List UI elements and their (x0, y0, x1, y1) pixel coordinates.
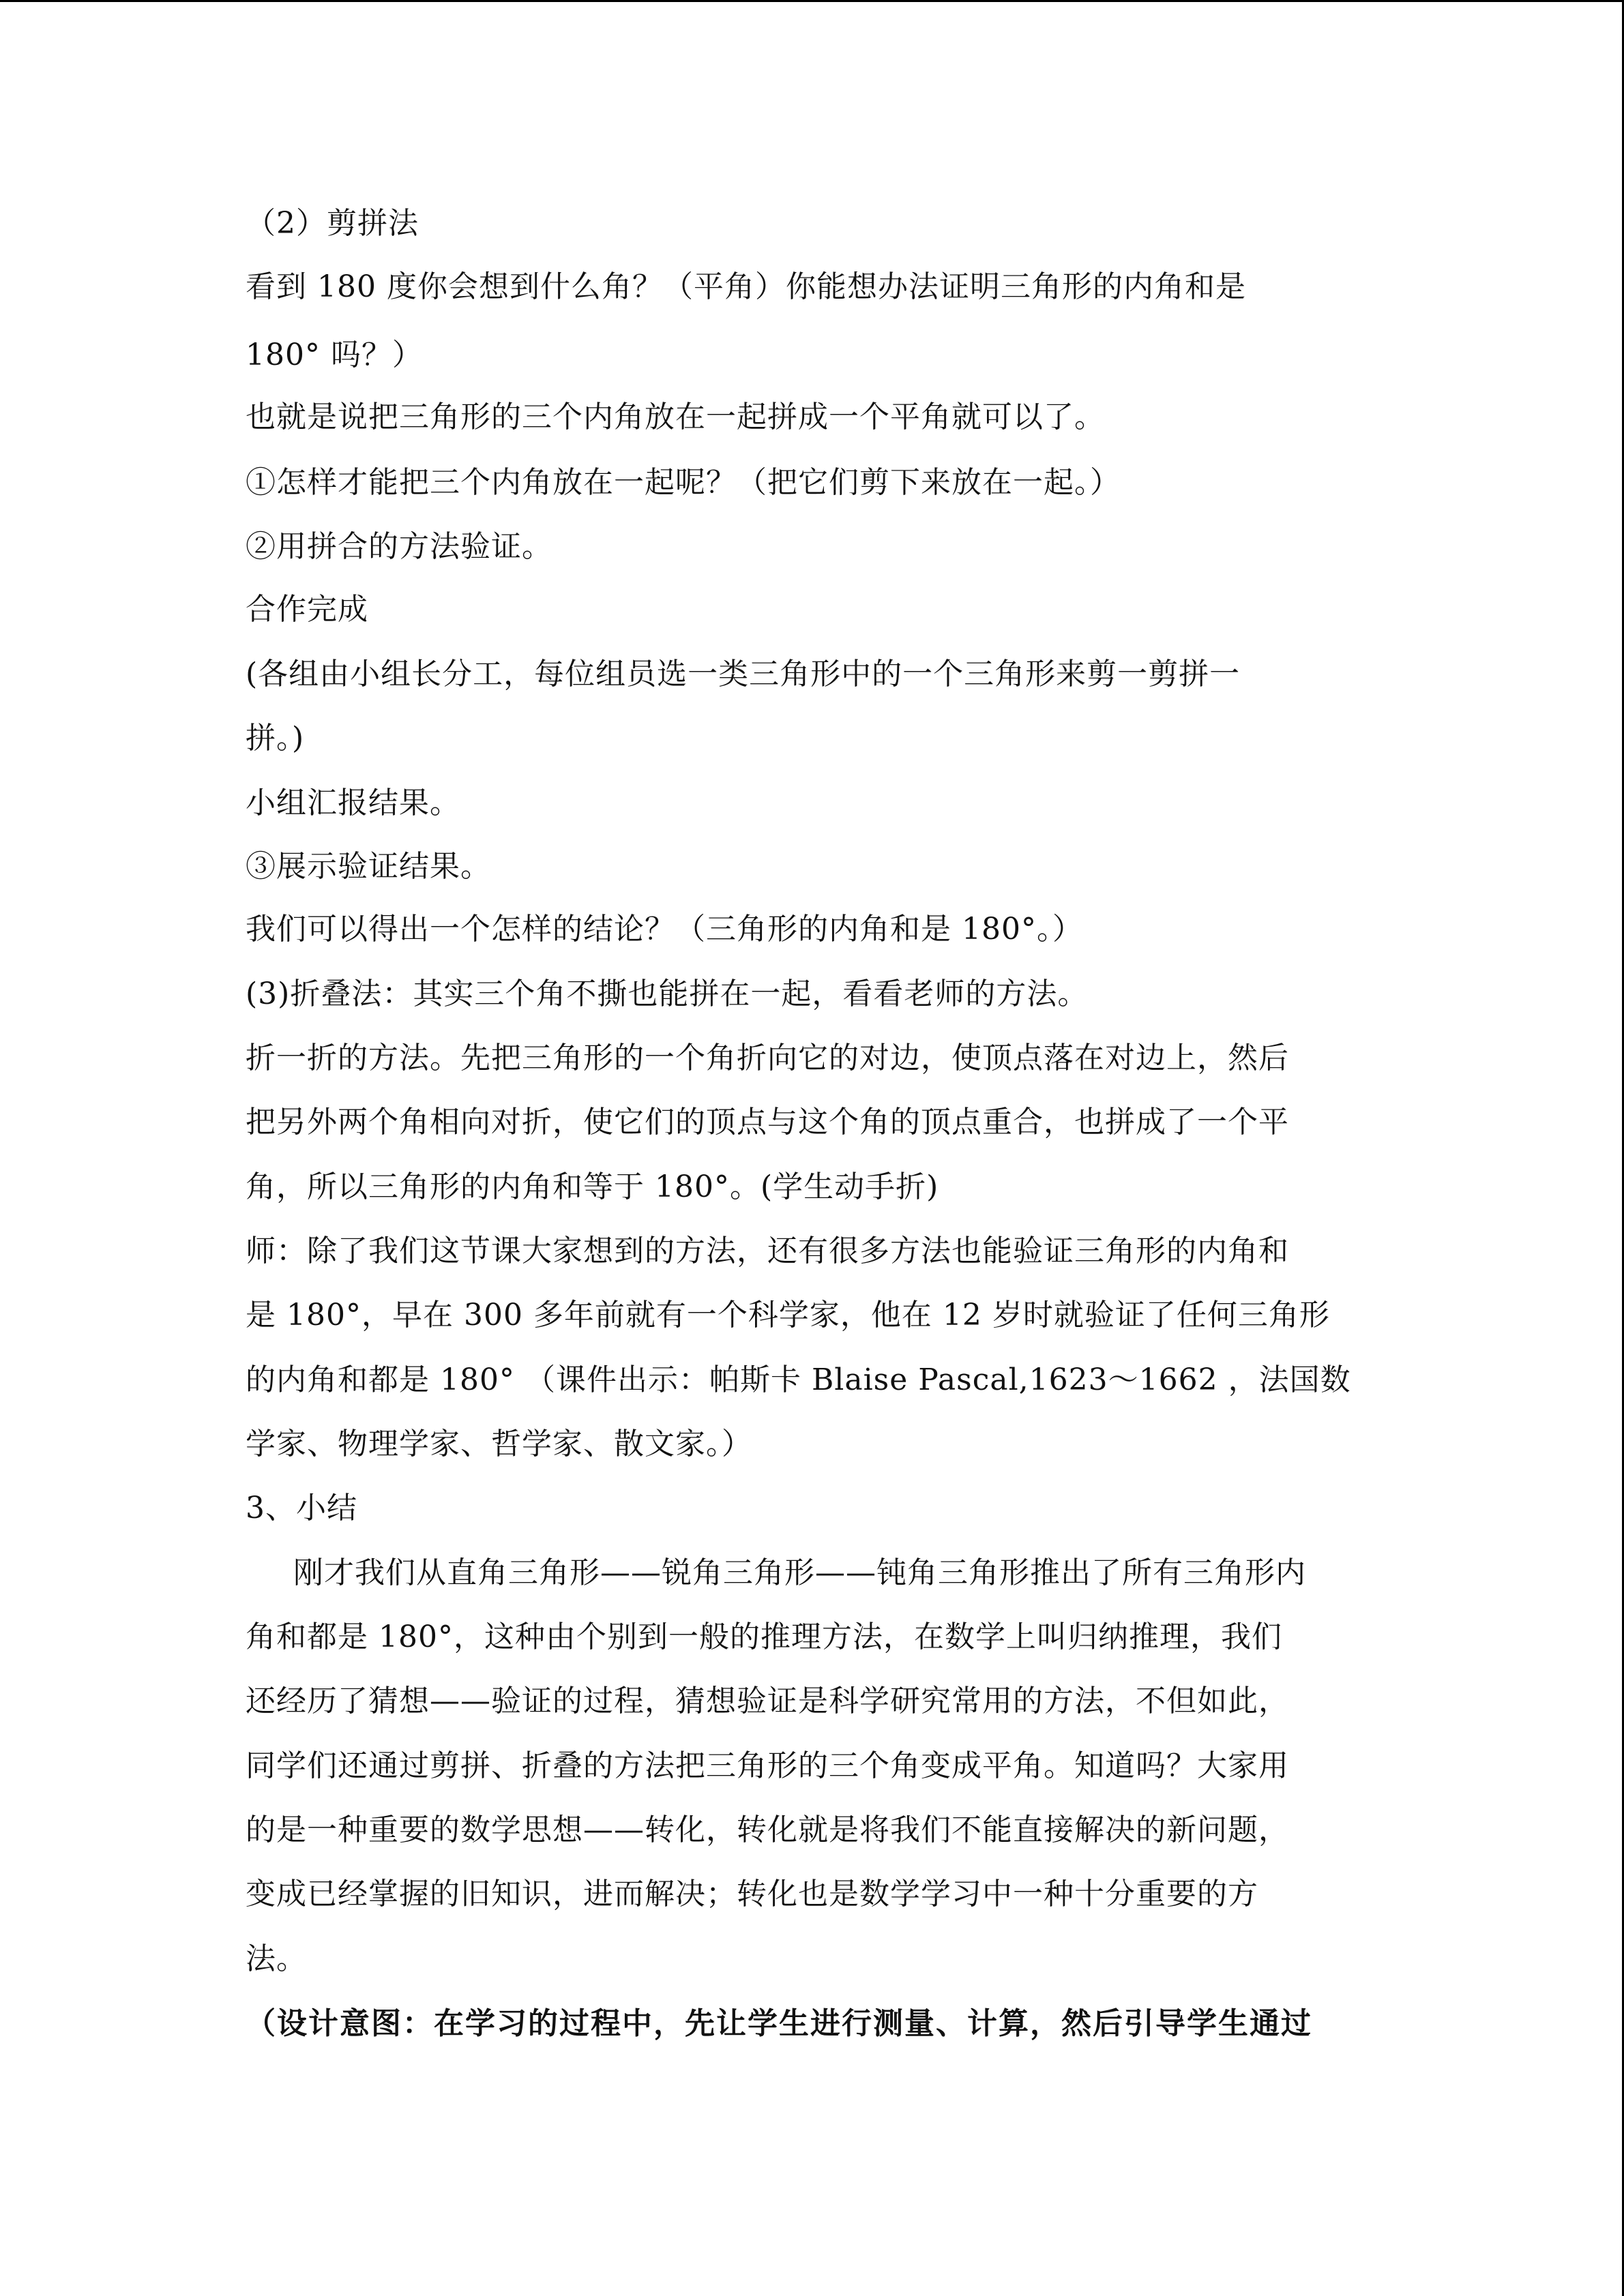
text-line: 还经历了猜想——验证的过程，猜想验证是科学研究常用的方法，不但如此， (246, 1684, 1289, 1718)
text-line: 是 180°，早在 300 多年前就有一个科学家，他在 12 岁时就验证了任何三角形 (246, 1298, 1330, 1332)
text-line: 也就是说把三角形的三个内角放在一起拼成一个平角就可以了。 (246, 400, 1105, 434)
text-line: (各组由小组长分工，每位组员选一类三角形中的一个三角形来剪一剪拼一 (246, 657, 1241, 691)
text-line: 180° 吗？） (246, 338, 423, 372)
heading-cut-and-assemble: （2）剪拼法 (246, 206, 419, 241)
text-line: 小组汇报结果。 (246, 786, 460, 820)
text-line: 学家、物理学家、哲学家、散文家。） (246, 1427, 752, 1461)
text-line: 师：除了我们这节课大家想到的方法，还有很多方法也能验证三角形的内角和 (246, 1234, 1289, 1268)
text-line: 折一折的方法。先把三角形的一个角折向它的对边，使顶点落在对边上，然后 (246, 1041, 1289, 1075)
text-line: 角，所以三角形的内角和等于 180°。(学生动手折) (246, 1169, 939, 1204)
design-intent-line: （设计意图：在学习的过程中，先让学生进行测量、计算，然后引导学生通过 (246, 2006, 1312, 2041)
text-line: ②用拼合的方法验证。 (246, 529, 552, 564)
text-line: 刚才我们从直角三角形——锐角三角形——钝角三角形推出了所有三角形内 (293, 1555, 1306, 1590)
text-line: 变成已经掌握的旧知识，进而解决；转化也是数学学习中一种十分重要的方 (246, 1877, 1258, 1911)
text-line: ③展示验证结果。 (246, 849, 491, 884)
text-line: 把另外两个角相向对折，使它们的顶点与这个角的顶点重合，也拼成了一个平 (246, 1105, 1289, 1139)
heading-summary: 3、小结 (246, 1491, 357, 1525)
text-line: 法。 (246, 1941, 307, 1976)
text-line: 拼。) (246, 721, 305, 756)
text-line: 同学们还通过剪拼、折叠的方法把三角形的三个角变成平角。知道吗？大家用 (246, 1748, 1289, 1783)
heading-folding-method: (3)折叠法：其实三个角不撕也能拼在一起，看看老师的方法。 (246, 976, 1089, 1011)
text-line: 合作完成 (246, 592, 368, 627)
text-line: 我们可以得出一个怎样的结论？（三角形的内角和是 180°。） (246, 912, 1083, 946)
page-top-border (0, 0, 1624, 2)
text-line: 看到 180 度你会想到什么角？（平角）你能想办法证明三角形的内角和是 (246, 269, 1246, 304)
text-line: 角和都是 180°，这种由个别到一般的推理方法，在数学上叫归纳推理，我们 (246, 1620, 1282, 1654)
text-line: 的内角和都是 180° （课件出示：帕斯卡 Blaise Pascal,1623～1662 ，法国数 (246, 1362, 1351, 1397)
text-line: ①怎样才能把三个内角放在一起呢？（把它们剪下来放在一起。） (246, 465, 1121, 500)
text-line: 的是一种重要的数学思想——转化，转化就是将我们不能直接解决的新问题， (246, 1813, 1289, 1847)
